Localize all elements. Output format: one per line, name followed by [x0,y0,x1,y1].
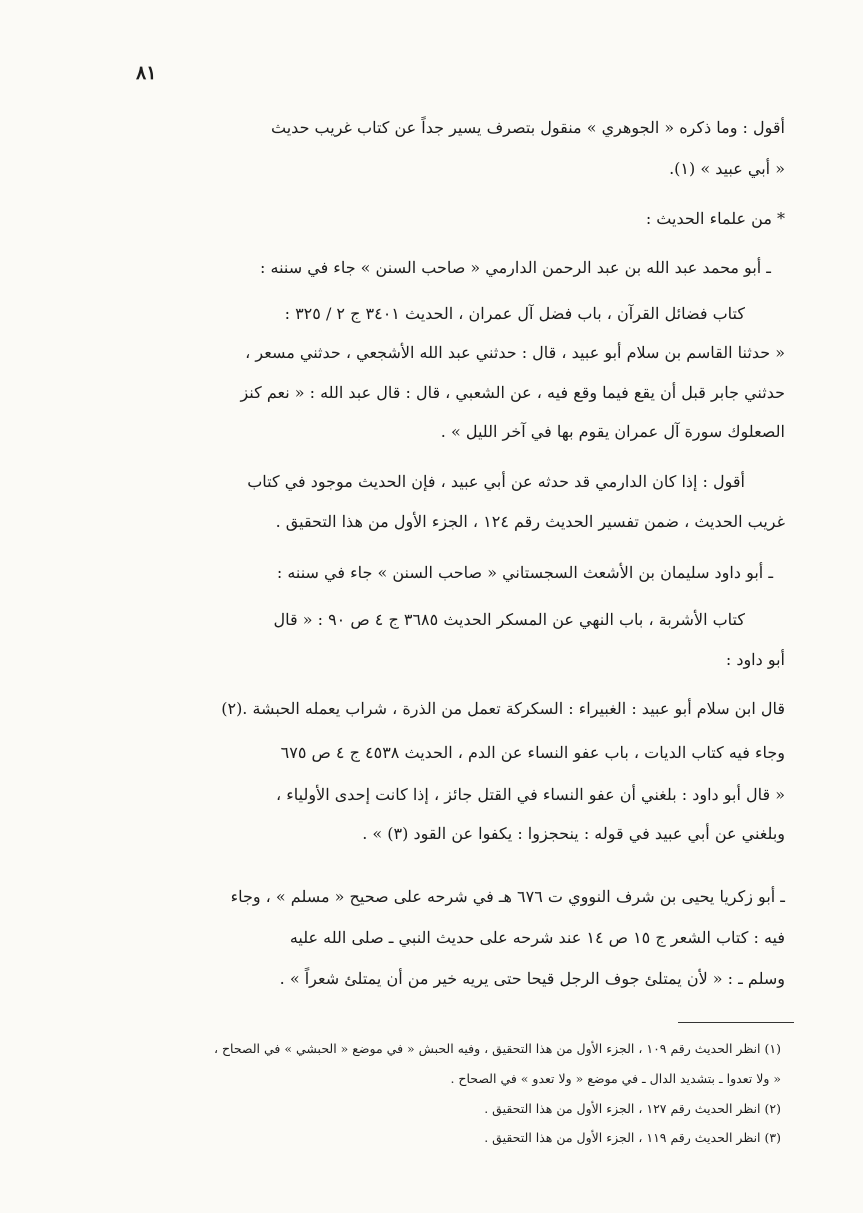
footnote-rule [678,1022,794,1023]
text-line: وجاء فيه كتاب الديات ، باب عفو النساء عن الدم ، الحديث ٤٥٣٨ ج ٤ ص ٦٧٥ [280,743,785,762]
footnote-line: (٣) انظر الحديث رقم ١١٩ ، الجزء الأول من هذا التحقيق . [484,1130,781,1145]
section-heading: * من علماء الحديث : [645,209,785,228]
text-line: وسلم ـ : « لأن يمتلئ جوف الرجل قيحا حتى يريه خير من أن يمتلئ شعراً » . [279,969,785,988]
text-line: « حدثنا القاسم بن سلام أبو عبيد ، قال : حدثني عبد الله الأشجعي ، حدثني مسعر ، [245,343,785,362]
text-line: غريب الحديث ، ضمن تفسير الحديث رقم ١٢٤ ، الجزء الأول من هذا التحقيق . [275,512,785,531]
text-line: كتاب فضائل القرآن ، باب فضل آل عمران ، الحديث ٣٤٠١ ج ٢ / ٣٢٥ : [284,304,745,323]
footnote-line: (١) انظر الحديث رقم ١٠٩ ، الجزء الأول من هذا التحقيق ، وفيه الحبش « في موضع « الحبشي » في الصحاح ، [213,1041,781,1056]
text-line: حدثني جابر قبل أن يقع فيما وقع فيه ، عن الشعبي ، قال : قال عبد الله : « نعم كنز [240,383,785,402]
text-line: فيه : كتاب الشعر ج ١٥ ص ١٤ عند شرحه على حديث النبي ـ صلى الله عليه [289,928,785,947]
text-line: وبلغني عن أبي عبيد في قوله : ينحجزوا : يكفوا عن القود (٣) » . [362,824,785,843]
text-line: « قال أبو داود : بلغني أن عفو النساء في القتل جائز ، إذا كانت إحدى الأولياء ، [276,785,785,804]
text-line: ـ أبو زكريا يحيى بن شرف النووي ت ٦٧٦ هـ في شرحه على صحيح « مسلم » ، وجاء [230,887,785,906]
text-line: أقول : وما ذكره « الجوهري » منقول بتصرف يسير جداً عن كتاب غريب حديث [271,118,785,137]
text-line: الصعلوك سورة آل عمران يقوم بها في آخر الليل » . [440,422,785,441]
footnote-line: (٢) انظر الحديث رقم ١٢٧ ، الجزء الأول من هذا التحقيق . [484,1101,781,1116]
text-line: كتاب الأشربة ، باب النهي عن المسكر الحديث ٣٦٨٥ ج ٤ ص ٩٠ : « قال [273,610,745,629]
text-line: أبو داود : [725,650,785,669]
footnote-line: « ولا تعدوا ـ بتشديد الدال ـ في موضع « ولا تعدو » في الصحاح . [450,1071,781,1086]
text-line: قال ابن سلام أبو عبيد : الغبيراء : السكركة تعمل من الذرة ، شراب يعمله الحبشة .(٢) [221,699,785,718]
text-line: « أبي عبيد » (١). [669,159,785,178]
text-line: أقول : إذا كان الدارمي قد حدثه عن أبي عبيد ، فإن الحديث موجود في كتاب [247,472,745,491]
text-line: ـ أبو داود سليمان بن الأشعث السجستاني « صاحب السنن » جاء في سننه : [276,563,773,582]
page-number: ٨١ [136,62,157,84]
text-line: ـ أبو محمد عبد الله بن عبد الرحمن الدارمي « صاحب السنن » جاء في سننه : [260,258,771,277]
